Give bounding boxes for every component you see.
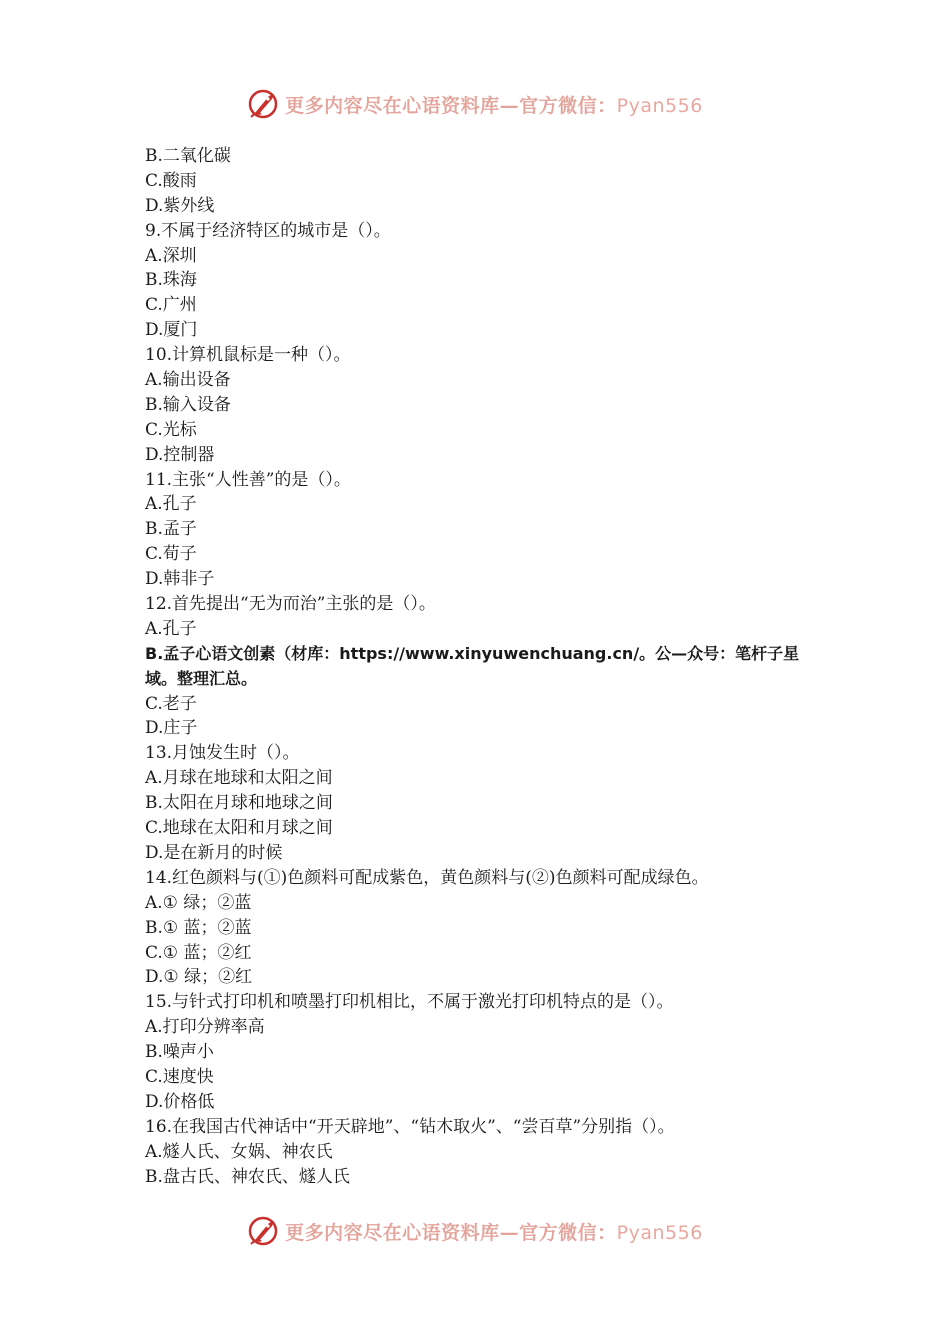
text-line: B.① 蓝；②蓝 (145, 917, 252, 938)
text-line: B.二氧化碳 (145, 146, 231, 166)
text-line: B.输入设备 (145, 394, 231, 415)
question-line: 9.不属于经济特区的城市是（）。 (145, 220, 391, 241)
watermark-text: 更多内容尽在心语资料库—官方微信：Pyan556 (285, 1221, 703, 1244)
footer-watermark (0, 1211, 950, 1251)
text-line: D.① 绿；②红 (145, 967, 253, 988)
text-line: C.地球在太阳和月球之间 (145, 818, 333, 839)
text-line: C.光标 (145, 419, 197, 440)
text-line: A.输出设备 (145, 370, 231, 391)
pen-nib-logo-icon (247, 87, 281, 121)
text-line: C.广州 (145, 295, 197, 316)
question-line: 10.计算机鼠标是一种（）。 (145, 345, 351, 366)
text-line: D.庄子 (145, 718, 198, 739)
text-line: B.噪声小 (145, 1042, 214, 1063)
text-line: D.厦门 (145, 320, 198, 341)
text-line: D.控制器 (145, 444, 215, 465)
question-line: 12.首先提出“无为而治”主张的是（）。 (145, 594, 436, 615)
text-line: D.紫外线 (145, 195, 215, 216)
text-line: D.是在新月的时候 (145, 842, 283, 863)
text-line: B.太阳在月球和地球之间 (145, 793, 333, 814)
header-watermark (0, 84, 950, 124)
text-line: C.酸雨 (145, 170, 197, 191)
text-line: C.老子 (145, 693, 197, 714)
text-line: A.月球在地球和太阳之间 (145, 768, 333, 789)
text-line: B.盘古氏、神农氏、燧人氏 (145, 1166, 350, 1187)
text-line: A.孔子 (145, 494, 197, 515)
text-line: C.速度快 (145, 1066, 214, 1087)
document-body (145, 144, 815, 1189)
question-line: 13.月蚀发生时（）。 (145, 743, 300, 764)
text-line: A.燧人氏、女娲、神农氏 (145, 1141, 333, 1162)
text-line: D.价格低 (145, 1091, 215, 1112)
text-line: C.荀子 (145, 544, 197, 565)
watermark-text: 更多内容尽在心语资料库—官方微信：Pyan556 (285, 94, 703, 117)
text-line: A.深圳 (145, 245, 197, 266)
text-line: B.孟子心语文创素（材库：https://www.xinyuwenchuang.cn/。公—众号：笔杆子星 (145, 643, 800, 663)
text-line: B.孟子 (145, 519, 197, 540)
text-line: B.珠海 (145, 270, 197, 291)
question-line: 16.在我国古代神话中“开天辟地”、“钻木取火”、“尝百草”分别指（）。 (145, 1116, 675, 1137)
pen-nib-logo-icon (247, 1214, 281, 1248)
text-line: D.韩非子 (145, 569, 215, 590)
text-line: A.打印分辨率高 (145, 1017, 265, 1038)
text-line: C.① 蓝；②红 (145, 942, 252, 963)
question-line: 15.与针式打印机和喷墨打印机相比，不属于激光打印机特点的是（）。 (145, 992, 674, 1013)
text-line: 域。整理汇总。 (145, 668, 258, 688)
text-line: A.① 绿；②蓝 (145, 892, 252, 913)
question-line: 14.红色颜料与(①)色颜料可配成紫色，黄色颜料与(②)色颜料可配成绿色。 (145, 867, 709, 888)
question-line: 11.主张“人性善”的是（）。 (145, 469, 351, 490)
text-line: A.孔子 (145, 618, 197, 639)
